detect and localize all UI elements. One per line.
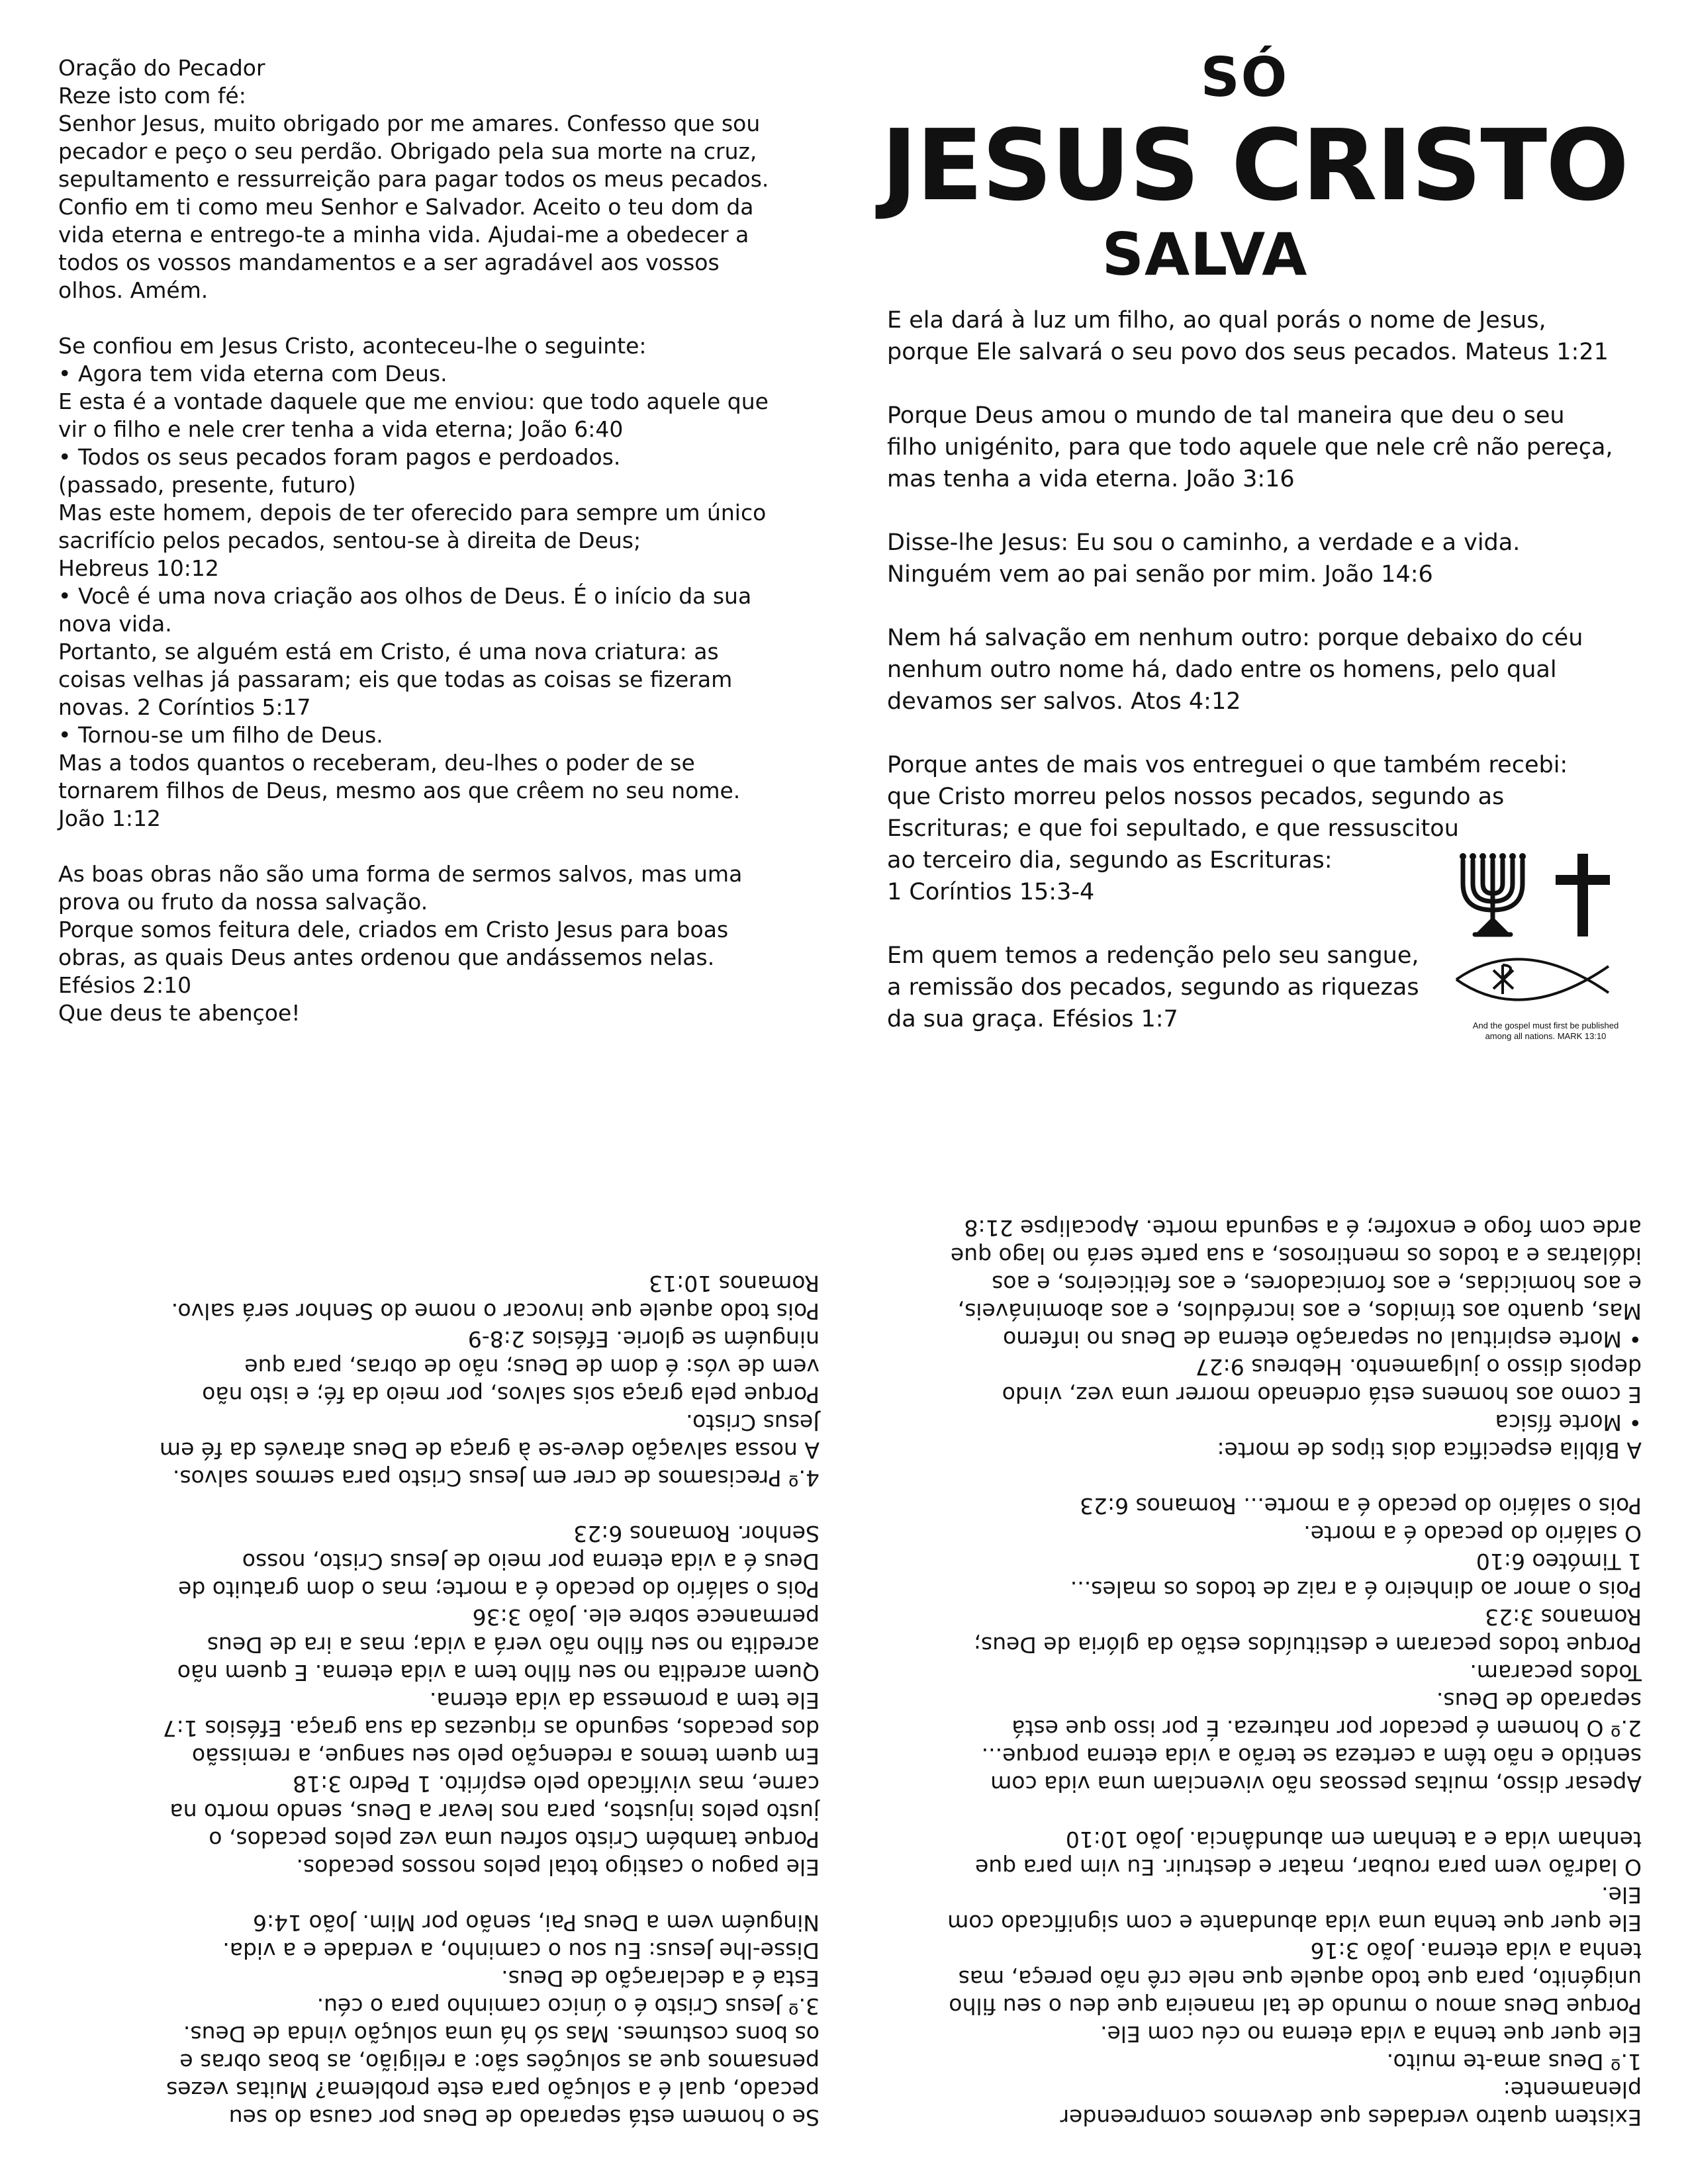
cross-icon <box>1556 854 1610 936</box>
prayer-line: • Todos os seus pecados foram pagos e perdoados. <box>58 444 621 470</box>
text-line: sentido e não têm a certeza se terão a vida eterna porque... <box>981 1743 1642 1769</box>
prayer-line: olhos. Amém. <box>58 277 209 303</box>
text-line: 4.º Precisamos de crer em Jesus Cristo para sermos salvos. <box>172 1465 820 1491</box>
verse-line: mas tenha a vida eterna. João 3:16 <box>887 466 1295 492</box>
prayer-line: Que deus te abençoe! <box>58 1000 301 1026</box>
text-line: tenham vida e a tenham em abundância. João 10:10 <box>1065 1827 1642 1852</box>
text-line: depois disso o julgamento. Hebreus 9:27 <box>1195 1354 1642 1380</box>
text-line: 1 Timóteo 6:10 <box>1476 1549 1642 1574</box>
verse-line: porque Ele salvará o seu povo dos seus pecados. Mateus 1:21 <box>887 339 1609 365</box>
text-line: A nossa salvação deve-se à graça de Deus através da fé em <box>160 1437 820 1463</box>
text-line: Jesus Cristo. <box>686 1410 820 1435</box>
prayer-line: Reze isto com fé: <box>58 83 246 109</box>
title-top: SÓ <box>1200 46 1289 109</box>
text-line <box>880 1464 1642 1492</box>
cover-panel <box>880 46 1648 1079</box>
prayer-line: Hebreus 10:12 <box>58 555 219 581</box>
bottom-right-panel <box>880 1138 1642 2131</box>
prayer-line: • Tornou-se um filho de Deus. <box>58 722 383 748</box>
verse-block <box>887 622 1648 717</box>
verse-line: 1 Coríntios 15:3-4 <box>887 879 1095 905</box>
verse-line: ao terceiro dia, segundo as Escrituras: <box>887 847 1333 874</box>
prayer-line: Mas a todos quantos o receberam, deu-lhes o poder de se <box>58 750 695 776</box>
verse-line: Ninguém vem ao pai senão por mim. João 14:6 <box>887 561 1433 588</box>
text-line <box>58 1492 820 1520</box>
text-line: os bons costumes. Mas só há uma solução vinda de Deus. <box>183 2021 820 2047</box>
prayer-line: E esta é a vontade daquele que me enviou: que todo aquele que <box>58 388 769 414</box>
title-main: JESUS CRISTO <box>880 109 1628 222</box>
fish-icon <box>1456 959 1609 999</box>
prayer-line: sepultamento e ressurreição para pagar todos os meus pecados. <box>58 166 769 192</box>
text-line: Mas, quanto aos tímidos, e aos incrédulos, e aos abomináveis, <box>957 1298 1642 1324</box>
text-line: Se o homem está separado de Deus por causa do seu <box>228 2105 820 2130</box>
verse-line: E ela dará à luz um filho, ao qual porás o nome de Jesus, <box>887 307 1546 334</box>
text-line: pecado, qual é a solução para este problema? Muitas vezes <box>166 2077 820 2103</box>
text-line: carne, mas vivificado pelo espírito. 1 Pedro 3:18 <box>293 1771 820 1797</box>
text-line: permanece sobre ele. João 3:36 <box>472 1604 820 1630</box>
verse-line: nenhum outro nome há, dado entre os homens, pelo qual <box>887 657 1557 683</box>
verse-line: devamos ser salvos. Atos 4:12 <box>887 688 1241 715</box>
prayer-line: As boas obras não são uma forma de sermos salvos, mas uma <box>58 861 743 887</box>
text-line: Pois o amor ao dinheiro é a raiz de todos os males... <box>1070 1576 1642 1602</box>
text-line: ninguém se glorie. Efésios 2:8-9 <box>467 1326 820 1352</box>
text-line: pensamos que as soluções são: a religião, as boas obras e <box>179 2049 820 2075</box>
verse-block <box>887 527 1648 590</box>
prayer-line: vida eterna e entrego-te a minha vida. Ajudai-me a obedecer a <box>58 222 749 248</box>
symbols-graphic <box>1450 847 1642 1019</box>
christian-symbols <box>1450 847 1642 1085</box>
text-line: Deus é a vida eterna por meio de Jesus Cristo, nosso <box>242 1549 820 1574</box>
text-line: separado de Deus. <box>1436 1688 1642 1713</box>
prayer-line: Porque somos feitura dele, criados em Cristo Jesus para boas <box>58 917 729 942</box>
verse-block <box>887 304 1648 368</box>
menorah-icon <box>1463 860 1523 934</box>
text-line: Ele. <box>1601 1882 1642 1908</box>
text-line: Existem quatro verdades que devemos compreender <box>1060 2105 1642 2130</box>
prayer-line: • Você é uma nova criação aos olhos de Deus. É o início da sua <box>58 583 752 609</box>
verse-line: Disse-lhe Jesus: Eu sou o caminho, a verdade e a vida. <box>887 529 1521 556</box>
prayer-line <box>58 833 820 860</box>
text-line: E como aos homens está ordenado morrer uma vez, vindo <box>1002 1382 1642 1408</box>
text-line: Ninguém vem a Deus Pai, senão por Mim. João 14:6 <box>252 1910 820 1936</box>
prayer-line <box>58 304 820 332</box>
text-line: Esta é a declaração de Deus. <box>501 1966 820 1991</box>
text-line: Ele quer que tenha a vida eterna no céu com Ele. <box>1100 2021 1642 2047</box>
prayer-line: Efésios 2:10 <box>58 972 192 998</box>
prayer-line: obras, as quais Deus antes ordenou que andássemos nelas. <box>58 944 715 970</box>
text-line: e aos homicidas, e aos fornicadores, e aos feiticeiros, e aos <box>992 1271 1642 1297</box>
text-line: O salário do pecado é a morte. <box>1303 1521 1642 1547</box>
verse-line: Nem há salvação em nenhum outro: porque debaixo do céu <box>887 625 1583 651</box>
text-line: Porque todos pecaram e destituídos estão da glória de Deus; <box>973 1632 1642 1658</box>
text-line: Ele quer que tenha uma vida abundante e com significado com <box>947 1910 1642 1936</box>
prayer-line: Portanto, se alguém está em Cristo, é uma nova criatura: as <box>58 639 719 664</box>
text-line: A Bíblia especifica dois tipos de morte: <box>1217 1437 1642 1463</box>
prayer-line: sacrifício pelos pecados, sentou-se à direita de Deus; <box>58 527 641 553</box>
text-line: dos pecados, segundo as riquezas da sua graça. Efésios 1:7 <box>162 1715 820 1741</box>
text-line: • Morte espiritual ou separação eterna de Deus no inferno <box>1003 1326 1642 1352</box>
text-line: Romanos 3:23 <box>1485 1604 1642 1630</box>
verse-line: filho unigénito, para que todo aquele que nele crê não pereça, <box>887 434 1613 461</box>
prayer-line: novas. 2 Coríntios 5:17 <box>58 694 311 720</box>
text-line: Pois todo aquele que invocar o nome do Senhor será salvo. <box>171 1298 820 1324</box>
text-line: Disse-lhe Jesus: Eu sou o caminho, a verdade e a vida. <box>222 1938 820 1964</box>
text-line: arde com fogo e enxofre; é a segunda morte. Apocalipse 21:8 <box>964 1215 1642 1241</box>
verse-line: Escrituras; e que foi sepultado, e que ressuscitou <box>887 815 1459 842</box>
text-line: Pois o salário do pecado é a morte... Romanos 6:23 <box>1079 1493 1642 1519</box>
prayer-panel <box>58 54 820 1047</box>
verse-line: a remissão dos pecados, segundo as riquezas <box>887 974 1419 1001</box>
verse-block <box>887 400 1648 495</box>
prayer-line: pecador e peço o seu perdão. Obrigado pela sua morte na cruz, <box>58 138 757 164</box>
text-line: Quem acredita no seu filho tem a vida eterna. E quem não <box>177 1660 820 1686</box>
text-line: Ele tem a promessa da vida eterna. <box>429 1688 820 1713</box>
text-line: Porque Deus amou o mundo de tal maneira que deu o seu filho <box>949 1993 1642 2019</box>
text-line: O ladrão vem para roubar, matar e destruir. Eu vim para que <box>975 1854 1642 1880</box>
text-line: idólatras e a todos os mentirosos, a sua parte será no lago que <box>950 1243 1642 1269</box>
menorah-flames <box>1460 853 1526 860</box>
title-bottom: SALVA <box>1102 220 1308 289</box>
text-line: Todos pecaram. <box>1470 1660 1642 1686</box>
text-line: Porque pela graça sois salvos, por meio da fé; e isto não <box>202 1382 820 1408</box>
prayer-line: Confio em ti como meu Senhor e Salvador. Aceito o teu dom da <box>58 194 754 220</box>
prayer-line: Se confiou em Jesus Cristo, aconteceu-lhe o seguinte: <box>58 333 647 359</box>
verse-line: Porque Deus amou o mundo de tal maneira que deu o seu <box>887 402 1565 429</box>
text-line: plenamente: <box>1503 2077 1642 2103</box>
text-line: Apesar disso, muitas pessoas não vivenciam uma vida com <box>990 1771 1642 1797</box>
prayer-line: nova vida. <box>58 611 172 637</box>
text-line: unigénito, para que todo aquele que nele crê não pereça, mas <box>958 1966 1642 1991</box>
symbols-caption <box>1450 1021 1642 1042</box>
text-line: vem de vós: é dom de Deus; não de obras, para que <box>244 1354 820 1380</box>
text-line: Romanos 10:13 <box>649 1271 820 1297</box>
text-line: Porque também Cristo sofreu uma vez pelos pecados, o <box>209 1827 820 1852</box>
prayer-line: coisas velhas já passaram; eis que todas as coisas se fizeram <box>58 666 733 692</box>
prayer-line: • Agora tem vida eterna com Deus. <box>58 361 447 387</box>
text-line <box>880 1797 1642 1825</box>
text-line: justo pelos injustos, para nos levar a Deus, sendo morto na <box>169 1799 820 1825</box>
text-line: Ele pagou o castigo total pelos nossos pecados. <box>296 1854 820 1880</box>
text-line: Em quem temos a redenção pelo seu sangue, a remissão <box>191 1743 820 1769</box>
text-line: 1.º Deus ama-te muito. <box>1386 2049 1642 2075</box>
text-line <box>58 1881 820 1909</box>
caption-line-2: among all nations. MARK 13:10 <box>1485 1031 1607 1041</box>
prayer-line: todos os vossos mandamentos e a ser agradável aos vossos <box>58 250 720 275</box>
verse-line: Porque antes de mais vos entreguei o que também recebi: <box>887 752 1568 778</box>
bottom-left-panel <box>58 1138 820 2131</box>
prayer-line: Senhor Jesus, muito obrigado por me amares. Confesso que sou <box>58 111 761 136</box>
text-line: acredita no seu filho não verá a vida; mas a ira de Deus <box>207 1632 820 1658</box>
caption-line-1: And the gospel must first be published <box>1472 1021 1619 1030</box>
verse-line: que Cristo morreu pelos nossos pecados, segundo as <box>887 784 1505 810</box>
prayer-line: prova ou fruto da nossa salvação. <box>58 889 428 915</box>
prayer-line: tornarem filhos de Deus, mesmo aos que crêem no seu nome. <box>58 778 741 803</box>
verse-line: da sua graça. Efésios 1:7 <box>887 1006 1178 1032</box>
text-line: Pois o salário do pecado é a morte; mas o dom gratuito de <box>178 1576 820 1602</box>
text-line: • Morte física <box>1495 1410 1642 1435</box>
verse-line: Em quem temos a redenção pelo seu sangue, <box>887 942 1419 969</box>
text-line: 3.º Jesus Cristo é o único caminho para o céu. <box>316 1993 820 2019</box>
prayer-line: João 1:12 <box>58 805 161 831</box>
text-line: Senhor. Romanos 6:23 <box>573 1521 820 1547</box>
prayer-line: vir o filho e nele crer tenha a vida eterna; João 6:40 <box>58 416 624 442</box>
prayer-line: Mas este homem, depois de ter oferecido para sempre um único <box>58 500 767 525</box>
text-line: tenha a vida eterna. João 3:16 <box>1310 1938 1642 1964</box>
text-line: 2.º O homem é pecador por natureza. É por isso que está <box>1011 1715 1642 1741</box>
prayer-line: (passado, presente, futuro) <box>58 472 356 498</box>
prayer-line: Oração do Pecador <box>58 55 265 81</box>
